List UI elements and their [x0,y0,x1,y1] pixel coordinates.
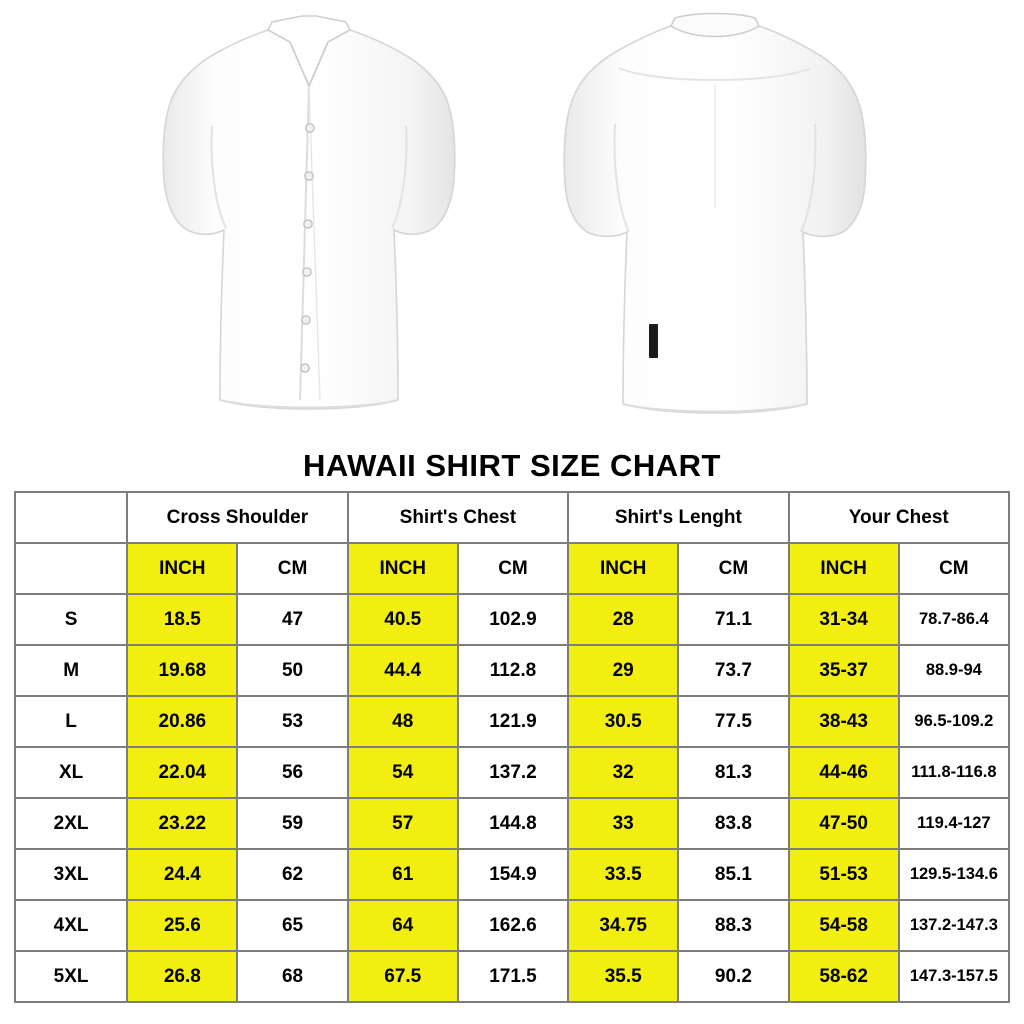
row-size-label: XL [15,747,127,798]
cell-length-cm: 88.3 [678,900,788,951]
cell-cross-shoulder-inch: 24.4 [127,849,237,900]
cell-chest-cm: 144.8 [458,798,568,849]
table-row [15,645,1009,696]
cell-your-chest-inch: 38-43 [789,696,899,747]
row-size-label: 3XL [15,849,127,900]
cell-cross-shoulder-inch: 26.8 [127,951,237,1002]
cell-length-cm: 90.2 [678,951,788,1002]
table-row [15,594,1009,645]
cell-chest-inch: 57 [348,798,458,849]
cell-chest-inch: 61 [348,849,458,900]
cell-cross-shoulder-inch: 22.04 [127,747,237,798]
cell-cross-shoulder-inch: 23.22 [127,798,237,849]
unit-length-cm: CM [678,543,788,594]
cell-your-chest-cm: 147.3-157.5 [899,951,1009,1002]
table-row [15,849,1009,900]
cell-length-cm: 71.1 [678,594,788,645]
unit-cross-shoulder-inch: INCH [127,543,237,594]
cell-chest-inch: 40.5 [348,594,458,645]
cell-length-inch: 30.5 [568,696,678,747]
cell-cross-shoulder-inch: 19.68 [127,645,237,696]
cell-your-chest-inch: 44-46 [789,747,899,798]
cell-chest-cm: 121.9 [458,696,568,747]
cell-chest-inch: 44.4 [348,645,458,696]
cell-cross-shoulder-cm: 56 [237,747,347,798]
group-header-shirts-length: Shirt's Lenght [568,492,788,543]
cell-cross-shoulder-cm: 59 [237,798,347,849]
cell-cross-shoulder-inch: 25.6 [127,900,237,951]
table-row [15,696,1009,747]
cell-length-cm: 85.1 [678,849,788,900]
cell-length-inch: 33 [568,798,678,849]
cell-chest-inch: 64 [348,900,458,951]
cell-cross-shoulder-inch: 18.5 [127,594,237,645]
unit-chest-cm: CM [458,543,568,594]
group-header-your-chest: Your Chest [789,492,1009,543]
row-size-label: 4XL [15,900,127,951]
cell-your-chest-inch: 54-58 [789,900,899,951]
cell-your-chest-cm: 137.2-147.3 [899,900,1009,951]
cell-chest-cm: 171.5 [458,951,568,1002]
cell-length-inch: 28 [568,594,678,645]
row-size-label: 2XL [15,798,127,849]
table-row [15,951,1009,1002]
unit-chest-inch: INCH [348,543,458,594]
cell-your-chest-inch: 47-50 [789,798,899,849]
cell-cross-shoulder-cm: 53 [237,696,347,747]
cell-cross-shoulder-cm: 50 [237,645,347,696]
table-unit-row [15,543,1009,594]
cell-chest-cm: 137.2 [458,747,568,798]
row-size-label: M [15,645,127,696]
row-size-label: S [15,594,127,645]
cell-length-cm: 83.8 [678,798,788,849]
cell-cross-shoulder-inch: 20.86 [127,696,237,747]
cell-length-inch: 35.5 [568,951,678,1002]
cell-chest-cm: 154.9 [458,849,568,900]
page-title: HAWAII SHIRT SIZE CHART [303,448,721,483]
cell-cross-shoulder-cm: 68 [237,951,347,1002]
cell-chest-cm: 112.8 [458,645,568,696]
size-chart-table [14,491,1010,1003]
row-size-label: L [15,696,127,747]
unit-length-inch: INCH [568,543,678,594]
table-row [15,747,1009,798]
group-header-shirts-chest: Shirt's Chest [348,492,568,543]
table-row [15,900,1009,951]
cell-chest-inch: 67.5 [348,951,458,1002]
cell-length-cm: 81.3 [678,747,788,798]
group-header-cross-shoulder: Cross Shoulder [127,492,347,543]
row-size-label: 5XL [15,951,127,1002]
cell-your-chest-cm: 111.8-116.8 [899,747,1009,798]
unit-your-chest-inch: INCH [789,543,899,594]
cell-length-inch: 33.5 [568,849,678,900]
cell-chest-inch: 48 [348,696,458,747]
unit-row-corner [15,543,127,594]
cell-your-chest-cm: 88.9-94 [899,645,1009,696]
corner-cell [15,492,127,543]
table-group-header-row [15,492,1009,543]
cell-cross-shoulder-cm: 65 [237,900,347,951]
unit-your-chest-cm: CM [899,543,1009,594]
cell-your-chest-cm: 78.7-86.4 [899,594,1009,645]
cell-chest-inch: 54 [348,747,458,798]
cell-chest-cm: 162.6 [458,900,568,951]
cell-your-chest-cm: 119.4-127 [899,798,1009,849]
cell-your-chest-inch: 51-53 [789,849,899,900]
cell-chest-cm: 102.9 [458,594,568,645]
shirt-front-image [140,8,480,428]
cell-cross-shoulder-cm: 47 [237,594,347,645]
shirt-back-image [545,8,885,428]
shirt-illustrations [0,0,1024,446]
size-chart-table-wrapper [0,491,1024,1003]
cell-length-inch: 34.75 [568,900,678,951]
cell-cross-shoulder-cm: 62 [237,849,347,900]
cell-length-inch: 32 [568,747,678,798]
cell-your-chest-inch: 58-62 [789,951,899,1002]
cell-your-chest-inch: 35-37 [789,645,899,696]
cell-length-inch: 29 [568,645,678,696]
cell-length-cm: 73.7 [678,645,788,696]
table-row [15,798,1009,849]
cell-length-cm: 77.5 [678,696,788,747]
cell-your-chest-cm: 129.5-134.6 [899,849,1009,900]
unit-cross-shoulder-cm: CM [237,543,347,594]
cell-your-chest-inch: 31-34 [789,594,899,645]
cell-your-chest-cm: 96.5-109.2 [899,696,1009,747]
